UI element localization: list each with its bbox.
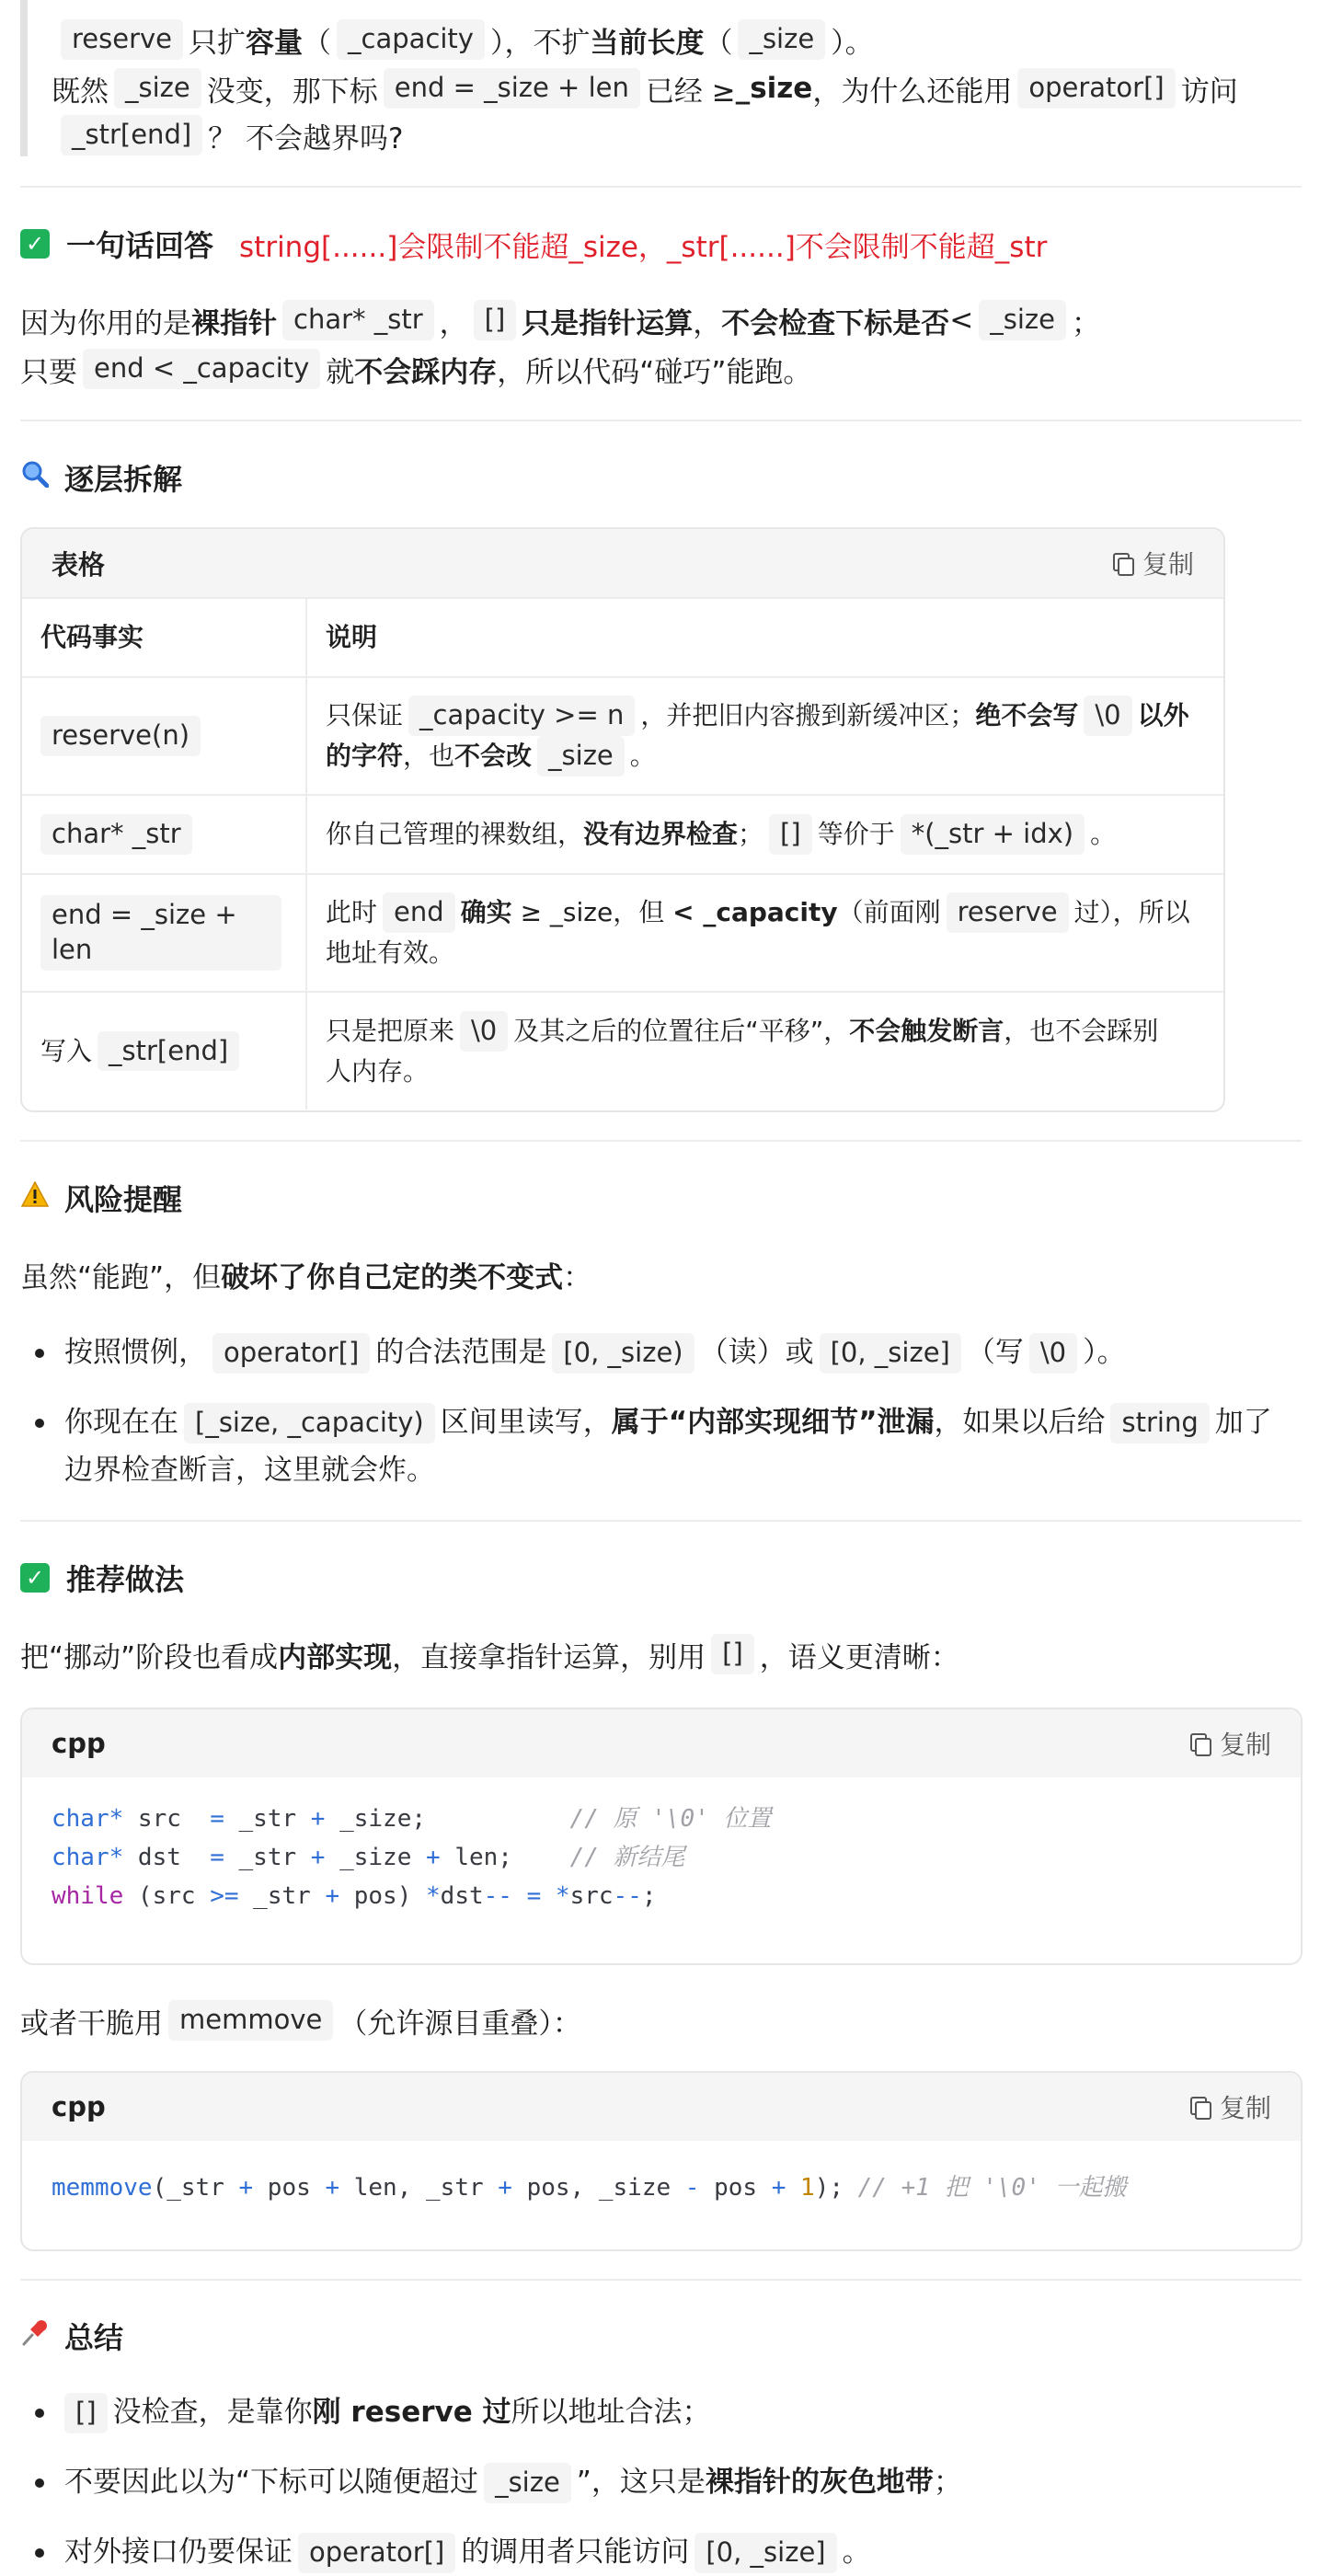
bold-text: < _capacity xyxy=(672,897,838,928)
token: src xyxy=(569,1882,614,1910)
text: 此时 xyxy=(326,897,378,928)
text: 只保证 xyxy=(326,700,404,731)
bold-text: 裸指针 xyxy=(191,306,277,340)
text: ”，这只是 xyxy=(576,2466,706,2499)
quote-line-3 xyxy=(55,112,1302,158)
inline-code: _size xyxy=(484,2463,571,2503)
text: 虽然“能跑”，但 xyxy=(20,1260,222,1294)
token: ; xyxy=(641,1882,657,1910)
inline-code: [] xyxy=(711,1634,754,1674)
token: -- xyxy=(613,1882,642,1910)
token: (_str xyxy=(152,2174,239,2202)
token: _str xyxy=(238,1882,326,1910)
token: = xyxy=(526,1882,542,1910)
warning-icon xyxy=(20,1181,50,1214)
text: < xyxy=(949,304,974,337)
token: char xyxy=(52,1844,109,1871)
token: pos xyxy=(253,2174,326,2202)
text: ； xyxy=(738,819,764,850)
token: len; xyxy=(440,1844,570,1871)
bold-text: 不会触发断言 xyxy=(849,1015,1004,1046)
text: ，所以代码“碰巧”能跑。 xyxy=(497,355,812,389)
table-panel xyxy=(20,527,1225,1112)
text: 边界检查断言，这里就会炸。 xyxy=(64,1454,435,1487)
list-item xyxy=(20,2458,1302,2506)
token: * xyxy=(426,1882,441,1910)
copy-button[interactable] xyxy=(1190,1725,1271,1762)
text: 只扩 xyxy=(189,26,247,60)
token: + xyxy=(771,2174,786,2202)
text: 因为你用的是 xyxy=(20,306,191,340)
text: 人内存。 xyxy=(326,1055,430,1087)
text: 。 xyxy=(629,741,656,771)
divider xyxy=(20,1140,1302,1142)
table-row xyxy=(22,677,1223,795)
copy-icon xyxy=(1190,2097,1209,2117)
inline-code: [0, _size] xyxy=(820,1333,961,1374)
inline-code: \0 xyxy=(1029,1333,1077,1374)
text: 把“挪动”阶段也看成 xyxy=(20,1640,279,1674)
token: + xyxy=(325,1882,340,1910)
token: 1 xyxy=(800,2174,815,2202)
alt-intro xyxy=(20,1996,1302,2044)
risk-list xyxy=(20,1328,1302,1494)
text: 。 xyxy=(1090,819,1117,850)
inline-code: char* _str xyxy=(40,814,192,855)
summary-heading xyxy=(20,2311,1302,2361)
code-language: cpp xyxy=(52,1728,106,1759)
token: + xyxy=(325,2174,340,2202)
text: 你现在在 xyxy=(64,1406,178,1439)
bold-text: 以外的字符 xyxy=(326,700,1189,771)
table-row xyxy=(22,795,1223,874)
bold-text: 当前长度 xyxy=(590,26,705,60)
code-line xyxy=(52,2168,1271,2207)
list-item xyxy=(20,2388,1302,2436)
text: ，并把旧内容搬到新缓冲区； xyxy=(640,700,976,731)
token: (src xyxy=(123,1882,211,1910)
token: + xyxy=(498,2174,512,2202)
divider xyxy=(20,2279,1302,2281)
inline-code: [] xyxy=(64,2393,108,2433)
table-panel-header xyxy=(22,529,1223,597)
inline-code: [0, _size] xyxy=(694,2533,836,2573)
token: _size xyxy=(325,1844,427,1871)
bold-text: 只是指针运算 xyxy=(522,306,694,340)
token: + xyxy=(426,1844,441,1871)
inline-code: reserve(n) xyxy=(40,716,201,756)
table-cell xyxy=(306,677,1223,795)
inline-code: _size xyxy=(114,68,201,109)
code-block-header xyxy=(22,1709,1301,1777)
check-icon: ✓ xyxy=(20,229,50,259)
text: ，直接拿指针运算，别用 xyxy=(392,1640,706,1674)
token xyxy=(512,1882,527,1910)
column-header: 代码事实 xyxy=(22,598,306,677)
inline-code: operator[] xyxy=(1017,68,1175,109)
token: src xyxy=(123,1805,211,1833)
token: // 新结尾 xyxy=(569,1844,685,1871)
bold-text: 破坏了你自己定的类不变式 xyxy=(221,1260,564,1294)
code-content xyxy=(22,2141,1301,2229)
token: dst xyxy=(123,1844,211,1871)
text: 没变，那下标 xyxy=(206,75,378,109)
text: 等价于 xyxy=(817,819,895,850)
answer-line-1 xyxy=(20,296,1302,344)
recommend-intro xyxy=(20,1630,1302,1678)
list-item xyxy=(20,1398,1302,1494)
text: 既然 xyxy=(52,75,109,109)
token: pos) xyxy=(339,1882,427,1910)
inline-code: memmove xyxy=(168,2000,333,2041)
inline-code: [_size, _capacity) xyxy=(184,1403,435,1443)
inline-code: \0 xyxy=(460,1011,508,1052)
token: memmove xyxy=(52,2174,153,2202)
text: 。 xyxy=(842,2536,871,2569)
text: 没检查，是靠你 xyxy=(112,2396,313,2429)
text: ）。 xyxy=(831,26,874,60)
copy-icon xyxy=(1113,553,1131,573)
text: ，语义更清晰： xyxy=(759,1640,959,1674)
table-cell xyxy=(22,677,306,795)
text: 所以地址合法； xyxy=(511,2396,711,2429)
text: 不要因此以为“下标可以随便超过 xyxy=(64,2466,479,2499)
inline-code: end < _capacity xyxy=(83,349,320,389)
inline-code: _str[end] xyxy=(61,115,202,155)
inline-code: operator[] xyxy=(212,1333,370,1374)
inline-code: _size xyxy=(979,300,1066,340)
text: ，如果以后给 xyxy=(934,1406,1106,1439)
text: ，也不会踩别 xyxy=(1004,1015,1159,1046)
inline-code: string xyxy=(1110,1403,1209,1443)
text: ； xyxy=(933,2466,962,2499)
heading-text: 逐层拆解 xyxy=(64,462,183,497)
text: 你自己管理的裸数组， xyxy=(326,819,584,850)
risk-heading xyxy=(20,1173,1302,1223)
bold-text: 确实 xyxy=(460,897,512,928)
token: _str xyxy=(224,1844,311,1871)
text: （ xyxy=(303,26,332,60)
bold-text: 绝不会写 xyxy=(975,700,1079,731)
inline-code: end = _size + len xyxy=(40,895,281,970)
text: （写 xyxy=(966,1336,1024,1369)
bold-text: 属于“内部实现细节”泄漏 xyxy=(611,1406,935,1439)
table-cell xyxy=(22,992,306,1110)
inline-code: [] xyxy=(474,300,517,340)
inline-code: reserve xyxy=(947,892,1069,933)
inline-code: operator[] xyxy=(298,2533,455,2573)
table-cell xyxy=(306,992,1223,1110)
breakdown-heading xyxy=(20,453,1302,502)
bold-text: 没有边界检查 xyxy=(583,819,739,850)
text: 的调用者只能访问 xyxy=(461,2536,690,2569)
token: // +1 把 '\0' 一起搬 xyxy=(857,2174,1127,2202)
text: 的合法范围是 xyxy=(375,1336,547,1369)
text: ， xyxy=(439,306,468,340)
bold-text: _size xyxy=(735,72,813,105)
code-line xyxy=(52,1800,1271,1838)
code-line xyxy=(52,1877,1271,1915)
inline-code: _capacity >= n xyxy=(408,696,635,736)
copy-icon xyxy=(1190,1733,1209,1754)
text: 或者干脆用 xyxy=(20,2007,163,2041)
copy-button[interactable] xyxy=(1113,545,1194,581)
divider xyxy=(20,186,1302,188)
token: * xyxy=(109,1844,124,1871)
inline-code: *(_str + idx) xyxy=(901,814,1085,855)
inline-code: end = _size + len xyxy=(384,68,640,109)
text: ），不扩 xyxy=(489,26,591,60)
recommend-heading xyxy=(20,1553,1302,1603)
bold-text: 不会检查下标是否 xyxy=(721,306,950,340)
inline-code: _str[end] xyxy=(98,1031,239,1072)
token xyxy=(541,1882,556,1910)
inline-code: reserve xyxy=(61,19,183,60)
token: * xyxy=(109,1805,124,1833)
bold-text: 裸指针的灰色地带 xyxy=(705,2466,934,2499)
token: + xyxy=(238,2174,254,2202)
text: 已经 ≥ xyxy=(645,75,736,109)
token: dst xyxy=(440,1882,484,1910)
inline-code: _capacity xyxy=(337,19,485,60)
text: 区间里读写， xyxy=(440,1406,612,1439)
text: ，为什么还能用 xyxy=(812,75,1013,109)
text: （ xyxy=(704,26,733,60)
panel-title: 表格 xyxy=(52,548,106,581)
text: 访问 xyxy=(1180,75,1238,109)
table-header-row xyxy=(22,598,1223,677)
token: = xyxy=(210,1844,224,1871)
text: （前面刚 xyxy=(837,897,941,928)
inline-code: [0, _size) xyxy=(552,1333,694,1374)
token: char xyxy=(52,1805,109,1833)
token: = xyxy=(210,1805,224,1833)
list-item xyxy=(20,2528,1302,2576)
token: >= xyxy=(210,1882,239,1910)
text: ？ 不会越界吗? xyxy=(208,121,404,155)
text: ，也 xyxy=(403,741,455,771)
answer-heading xyxy=(20,219,1302,269)
token: -- xyxy=(483,1882,512,1910)
heading-text: 推荐做法 xyxy=(66,1562,185,1597)
text: 过），所以 xyxy=(1073,897,1190,928)
bold-text: 不会踩内存 xyxy=(354,355,498,389)
text: （读）或 xyxy=(699,1336,814,1369)
code-line xyxy=(52,1838,1271,1877)
copy-label: 复制 xyxy=(1219,2093,1271,2123)
text: 地址有效。 xyxy=(326,937,455,969)
magnifier-icon xyxy=(20,460,50,495)
inline-code: [] xyxy=(769,814,812,855)
token: pos, _size xyxy=(511,2174,685,2202)
inline-code: char* _str xyxy=(282,300,434,340)
token: _str xyxy=(224,1805,311,1833)
code-language: cpp xyxy=(52,2091,106,2122)
token: len, _str xyxy=(339,2174,499,2202)
text: ， xyxy=(693,306,722,340)
inline-code: _size xyxy=(537,736,625,776)
token: - xyxy=(684,2174,700,2202)
text: ： xyxy=(563,1260,592,1294)
summary-list xyxy=(20,2388,1302,2576)
bold-text: 容量 xyxy=(246,26,304,60)
code-block-1 xyxy=(20,1708,1303,1965)
code-block-2 xyxy=(20,2071,1303,2251)
text: 对外接口仍要保证 xyxy=(64,2536,293,2569)
text: 按照惯例， xyxy=(64,1336,207,1369)
token: + xyxy=(310,1844,326,1871)
copy-label: 复制 xyxy=(1219,1730,1271,1760)
text: 只是把原来 xyxy=(326,1015,455,1046)
text: （允许源目重叠）： xyxy=(339,2007,581,2041)
token: // 原 '\0' 位置 xyxy=(569,1805,772,1833)
text: 写入 xyxy=(40,1035,93,1066)
token xyxy=(786,2174,800,2202)
token: * xyxy=(555,1882,570,1910)
risk-intro xyxy=(20,1250,1302,1298)
token: while xyxy=(52,1882,124,1910)
pushpin-icon xyxy=(20,2318,50,2353)
table-cell xyxy=(22,795,306,874)
text: ≥ _size，但 xyxy=(511,897,673,928)
token: _size; xyxy=(325,1805,570,1833)
list-item xyxy=(20,1328,1302,1376)
table-cell xyxy=(22,874,306,992)
breakdown-table xyxy=(22,597,1223,1110)
table-cell xyxy=(306,795,1223,874)
token: ); xyxy=(814,2174,858,2202)
quote-line-1 xyxy=(55,17,1302,63)
code-block-header xyxy=(22,2073,1301,2141)
inline-code: end xyxy=(383,892,455,933)
text: ）。 xyxy=(1083,1336,1126,1369)
text: ； xyxy=(1072,306,1100,340)
table-row xyxy=(22,874,1223,992)
divider xyxy=(20,1520,1302,1522)
text: 加了 xyxy=(1214,1406,1272,1439)
text: 及其之后的位置往后“平移”， xyxy=(513,1015,850,1046)
heading-text: 总结 xyxy=(64,2320,124,2355)
bold-text: 刚 reserve 过 xyxy=(312,2396,511,2429)
bold-text: 内部实现 xyxy=(278,1640,393,1674)
heading-text: 一句话回答 xyxy=(66,228,214,263)
code-content xyxy=(22,1777,1301,1938)
table-cell xyxy=(306,874,1223,992)
text: 只要 xyxy=(20,355,77,389)
copy-button[interactable] xyxy=(1190,2088,1271,2125)
quote-line-2 xyxy=(52,65,1302,111)
column-header: 说明 xyxy=(306,598,1223,677)
heading-text: 风险提醒 xyxy=(64,1182,183,1217)
answer-line-2 xyxy=(20,345,1302,393)
check-icon: ✓ xyxy=(20,1563,50,1593)
table-row xyxy=(22,992,1223,1110)
inline-code: \0 xyxy=(1084,696,1131,736)
blockquote-bar xyxy=(20,0,28,156)
token: pos xyxy=(699,2174,772,2202)
inline-code: _size xyxy=(738,19,825,60)
bold-text: 不会改 xyxy=(454,741,533,771)
text: 就 xyxy=(326,355,355,389)
token: + xyxy=(310,1805,326,1833)
highlighted-answer: string[......]会限制不能超_size，_str[......]不会限制不能超_str xyxy=(239,230,1048,264)
copy-label: 复制 xyxy=(1142,549,1194,580)
divider xyxy=(20,420,1302,421)
